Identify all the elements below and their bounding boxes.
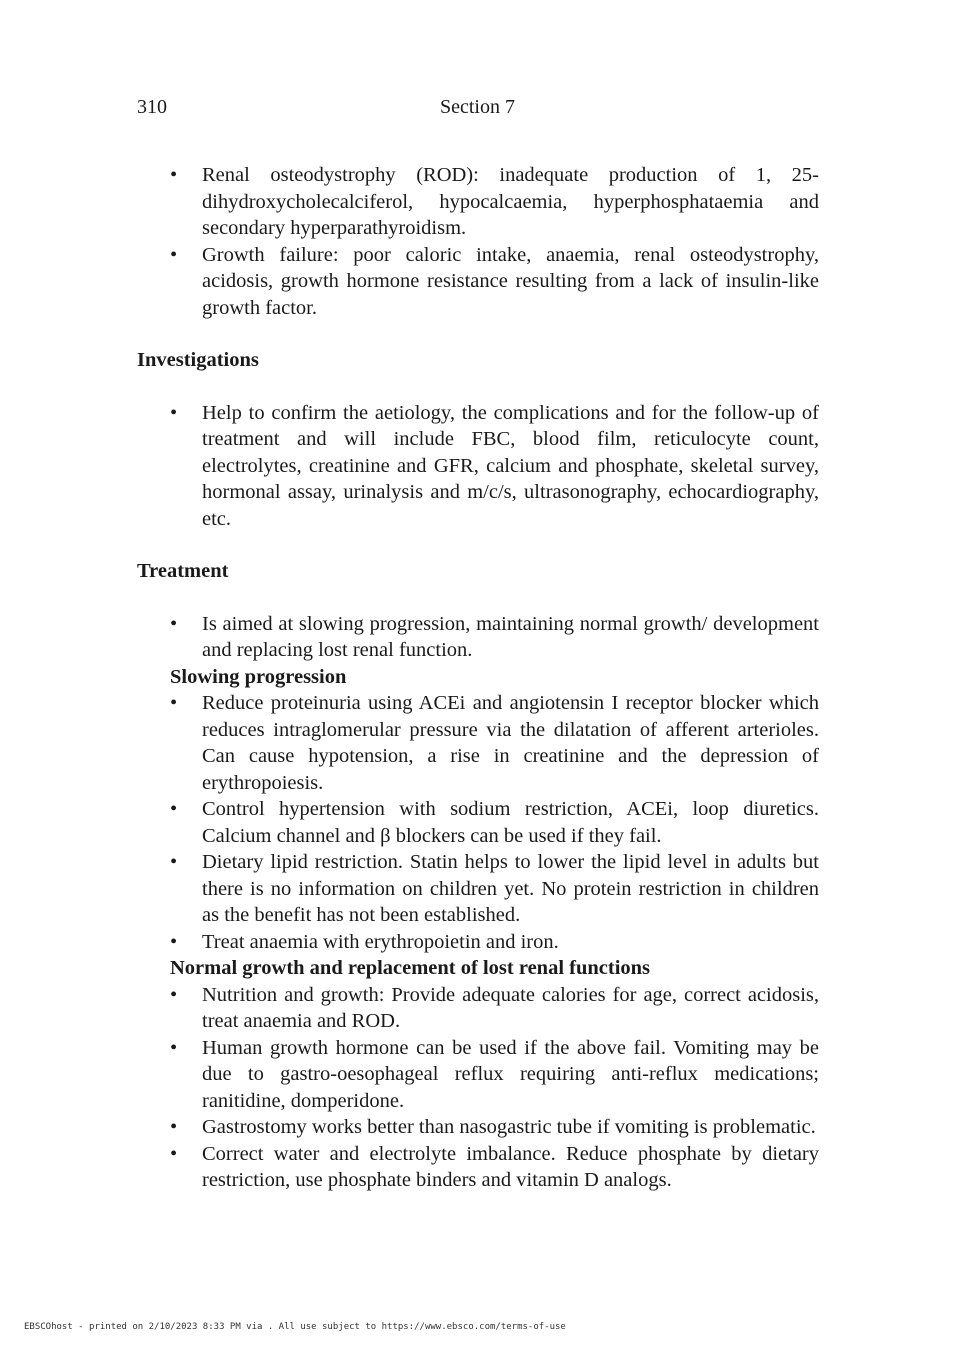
list-item: • Renal osteodystrophy (ROD): inadequate production of 1, 25-dihydroxycholecalciferol, hypocalcaemia, hyperphosphataemia and secondary hyperparathyroidism. — [170, 164, 819, 239]
bullet-icon: • — [170, 612, 178, 635]
intro-bullet-list — [137, 162, 819, 321]
ebsco-footer: EBSCOhost - printed on 2/10/2023 8:33 PM via . All use subject to https://www.ebsco.com/terms-of-use — [24, 1322, 566, 1332]
bullet-icon: • — [170, 1036, 178, 1059]
bullet-icon: • — [170, 401, 178, 424]
slowing-progression-subheading: Slowing progression — [170, 665, 347, 688]
bullet-icon: • — [170, 798, 178, 820]
page-number: 310 — [137, 96, 167, 118]
bullet-icon: • — [170, 243, 178, 266]
running-head: Section 7 — [440, 96, 515, 118]
bullet-icon: • — [170, 930, 178, 953]
page-body — [137, 162, 819, 1194]
bullet-icon: • — [170, 164, 178, 186]
bullet-icon: • — [170, 983, 178, 1006]
list-item: • Reduce proteinuria using ACEi and angiotensin I receptor blocker which reduces intraglomerular pressure via the dilatation of afferent arterioles. Can cause hypotension, a rise in creatinine and the depression of erythropoiesis. — [170, 692, 819, 794]
slowing-progression-list — [137, 690, 819, 955]
investigations-heading: Investigations — [137, 349, 259, 371]
bullet-icon: • — [170, 1142, 178, 1165]
treatment-heading: Treatment — [137, 560, 229, 582]
bullet-icon: • — [170, 1116, 178, 1138]
list-item: • Is aimed at slowing progression, maintaining normal growth/ development and replacing lost renal function. — [170, 612, 819, 661]
bullet-icon: • — [170, 692, 178, 714]
investigations-bullet-list — [137, 400, 819, 533]
list-item: • Control hypertension with sodium restriction, ACEi, loop diuretics. Calcium channel and β blockers can be used if they fail. — [170, 798, 819, 847]
list-item: • Correct water and electrolyte imbalance. Reduce phosphate by dietary restriction, use phosphate binders and vitamin D analogs. — [170, 1142, 819, 1191]
normal-growth-list — [137, 982, 819, 1194]
bullet-icon: • — [170, 851, 178, 873]
list-item: • Nutrition and growth: Provide adequate calories for age, correct acidosis, treat anaemia and ROD. — [170, 983, 819, 1032]
list-item: • Treat anaemia with erythropoietin and iron. — [137, 929, 819, 956]
list-item: • Dietary lipid restriction. Statin helps to lower the lipid level in adults but there is no information on children yet. No protein restriction in children as the benefit has not been established. — [170, 851, 819, 926]
list-item: • Human growth hormone can be used if the above fail. Vomiting may be due to gastro-oesophageal reflux requiring anti-reflux medications; ranitidine, domperidone. — [170, 1036, 819, 1112]
list-item: • Gastrostomy works better than nasogastric tube if vomiting is problematic. — [137, 1114, 819, 1141]
list-item: • Growth failure: poor caloric intake, anaemia, renal osteodystrophy, acidosis, growth hormone resistance resulting from a lack of insulin-like growth factor. — [170, 243, 819, 319]
normal-growth-subheading: Normal growth and replacement of lost renal functions — [170, 957, 651, 979]
list-item: • Help to confirm the aetiology, the complications and for the follow-up of treatment and will include FBC, blood film, reticulocyte count, electrolytes, creatinine and GFR, calcium and phosphate, skeletal survey, hormonal assay, urinalysis and m/c/s, ultrasonography, echocardiography, etc. — [170, 401, 819, 530]
treatment-intro-list — [137, 611, 819, 664]
